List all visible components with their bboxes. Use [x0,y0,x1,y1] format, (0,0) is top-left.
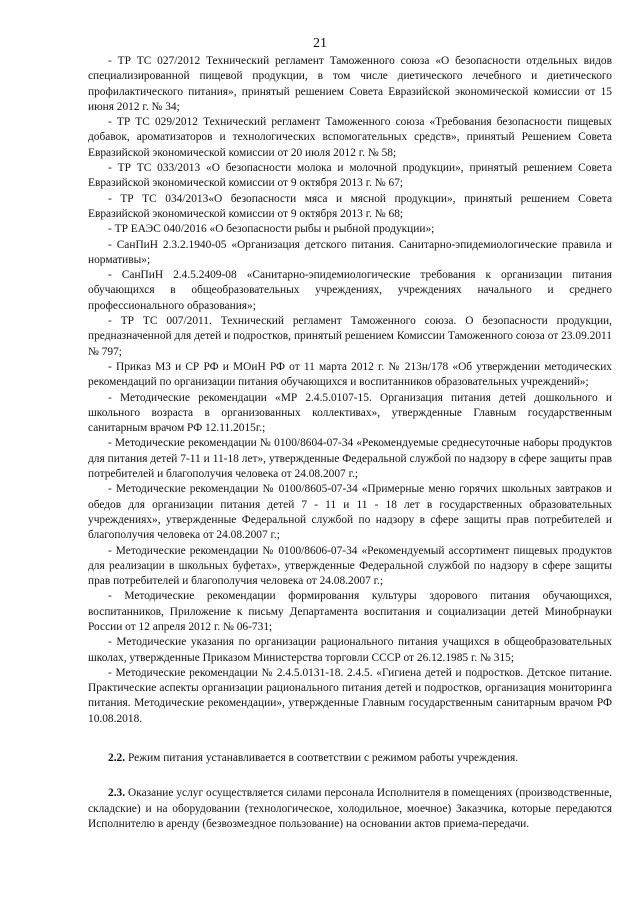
list-item: - ТР ТС 034/2013«О безопасности мяса и мясной продукции», принятый решением Совета Евразийской экономической комиссии от 9 октября 2013 г. № 68; [88,192,612,220]
section-text: Оказание услуг осуществляется силами персонала Исполнителя в помещениях (производственные, складские) и на оборудовании (технологическое, холодильное, моечное) Заказчика, которые передаются Исполнителю в аренду (безвозмездное пользование) на основании актов приема-передачи. [88,787,612,830]
section-number: 2.2. [108,752,126,765]
section-2-3 [88,786,612,832]
page-number: 21 [313,36,327,51]
list-item: - СанПиН 2.4.5.2409-08 «Санитарно-эпидемиологические требования к организации питания обучающихся в общеобразовательных учреждениях, учреждениях начального и среднего профессионального образования»; [88,269,612,312]
list-item: - Методические рекомендации № 0100/8605-07-34 «Примерные меню горячих школьных завтраков и обедов для организации питания детей 7 - 11 и 11 - 18 лет в государственных образовательных учреждениях», утвержденные Федеральной службой по надзору в сфере защиты прав потребителей и благополучия человека от 24.08.2007 г.; [88,483,612,542]
list-item: - Приказ МЗ и СР РФ и МОиН РФ от 11 марта 2012 г. № 213н/178 «Об утверждении методических рекомендаций по организации питания обучающихся и воспитанников образовательных учреждений»; [88,360,612,389]
list-item: - ТР ЕАЭС 040/2016 «О безопасности рыбы и рыбной продукции»; [108,223,435,236]
list-item: - ТР ТС 029/2012 Технический регламент Таможенного союза «Требования безопасности пищевых добавок, ароматизаторов и технологических вспомогательных средств», принятый Решением Совета Евразийской экономической комиссии от 20 июля 2012 г. № 58; [88,116,612,159]
list-item: - Методические рекомендации «МР 2.4.5.0107-15. Организация питания детей дошкольного и школьного возраста в организованных коллективах», утвержденные Главным государственным санитарным врачом РФ 12.11.2015г.; [88,391,612,435]
section-text: Режим питания устанавливается в соответствии с режимом работы учреждения. [127,752,519,765]
list-item: - Методические рекомендации № 0100/8606-07-34 «Рекомендуемый ассортимент пищевых продуктов для реализации в школьных буфетах», утвержденные Федеральной службой по надзору в сфере защиты прав потребителей и благополучия человека от 24.08.2007 г.; [88,544,612,588]
list-item: - Методические рекомендации № 2.4.5.0131-18. 2.4.5. «Гигиена детей и подростков. Детское питание. Практические аспекты организации рационального питания детей и подростков, организация мониторинга питания. Методические рекомендации», утвержденные Главным государственным санитарным врачом РФ 10.08.2018. [88,666,612,725]
list-item: - Методические указания по организации рационального питания учащихся в общеобразовательных школах, утвержденные Приказом Министерства торговли СССР от 26.12.1985 г. № 315; [88,636,612,664]
document-body [88,54,612,832]
list-item: - ТР ТС 033/2013 «О безопасности молока и молочной продукции», принятый решением Совета Евразийской экономической комиссии от 9 октября 2013 г. № 67; [88,162,612,190]
section-2-2 [88,751,612,766]
list-item: - ТР ТС 027/2012 Технический регламент Таможенного союза «О безопасности отдельных видов специализированной пищевой продукции, в том числе диетического лечебного и диетического профилактического питания», принятый решением Совета Евразийской экономической комиссии от 15 июня 2012 г. № 34; [88,55,612,113]
list-item: - СанПиН 2.3.2.1940-05 «Организация детского питания. Санитарно-эпидемиологические правила и нормативы»; [88,238,612,266]
list-item: - Методические рекомендации № 0100/8604-07-34 «Рекомендуемые среднесуточные наборы продуктов для питания детей 7-11 и 11-18 лет», утвержденные Федеральной службой по надзору в сфере защиты прав потребителей и благополучия человека от 24.08.2007 г.; [88,437,612,481]
list-item: - Методические рекомендации формирования культуры здорового питания обучающихся, воспитанников, Приложение к письму Департамента воспитания и социализации детей Минобрнауки России от 12 апреля 2012 г. № 06-731; [88,590,612,633]
list-item: - ТР ТС 007/2011. Технический регламент Таможенного союза. О безопасности продукции, предназначенной для детей и подростков, принятый решением Комиссии Таможенного союза от 23.09.2011 № 797; [88,315,612,358]
section-number: 2.3. [108,787,126,800]
